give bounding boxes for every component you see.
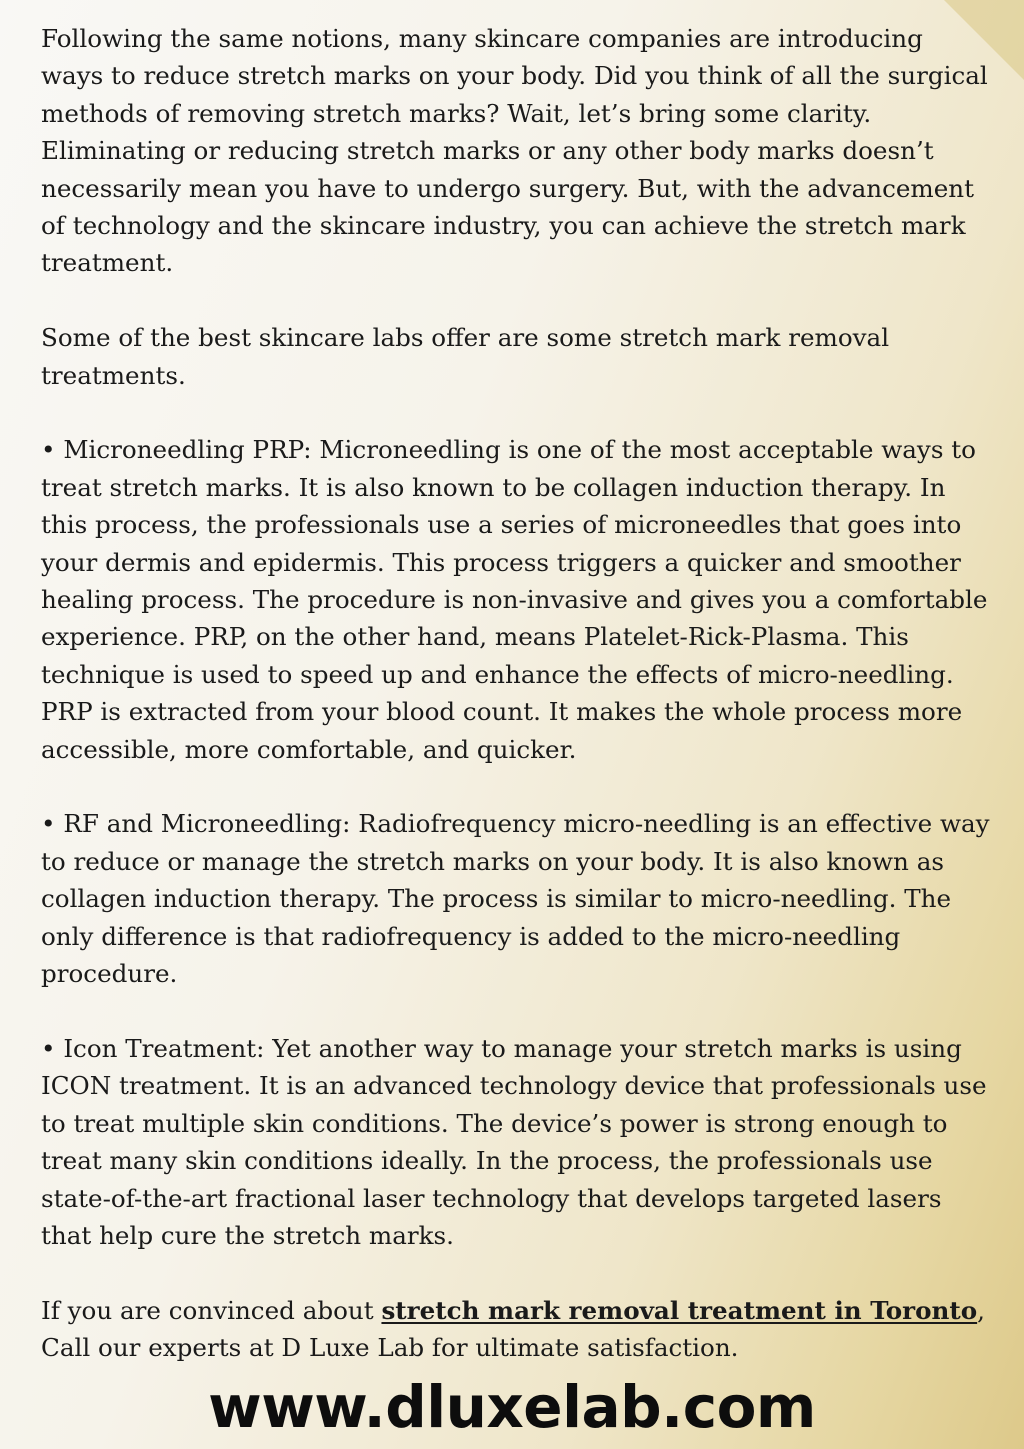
article-body <box>41 20 991 1367</box>
closing-text-after-link: , <box>977 1295 985 1325</box>
labs-paragraph: Some of the best skincare labs offer are some stretch mark removal treatments. <box>41 323 890 390</box>
intro-paragraph: Following the same notions, many skincare companies are introducing ways to reduce stretch marks on your body. Did you think of all the surgical methods of removing stretch marks? Wait, let’s bring some clarity. Eliminating or reducing stretch marks or any other body marks doesn’t necessarily mean you have to undergo surgery. But, with the advancement of technology and the skincare industry, you can achieve the stretch mark treatment. <box>41 24 988 278</box>
rf-microneedling-item: • RF and Microneedling: Radiofrequency micro-needling is an effective way to reduce or manage the stretch marks on your body. It is also known as collagen induction therapy. The process is similar to micro-needling. The only difference is that radiofrequency is added to the micro-needling procedure. <box>41 809 990 989</box>
microneedling-prp-item: • Microneedling PRP: Microneedling is one of the most acceptable ways to treat stretch marks. It is also known to be collagen induction therapy. In this process, the professionals use a series of microneedles that goes into your dermis and epidermis. This process triggers a quicker and smoother healing process. The procedure is non-invasive and gives you a comfortable experience. PRP, on the other hand, means Platelet-Rick-Plasma. This technique is used to speed up and enhance the effects of micro-needling. PRP is extracted from your blood count. It makes the whole process more accessible, more comfortable, and quicker. <box>41 435 988 764</box>
closing-text-before-link: If you are convinced about <box>41 1295 382 1325</box>
icon-treatment-item: • Icon Treatment: Yet another way to manage your stretch marks is using ICON treatment. It is an advanced technology device that professionals use to treat multiple skin conditions. The device’s power is strong enough to treat many skin conditions ideally. In the process, the professionals use state-of-the-art fractional laser technology that develops targeted lasers that help cure the stretch marks. <box>41 1033 987 1250</box>
closing-call-line: Call our experts at D Luxe Lab for ultimate satisfaction. <box>41 1333 739 1363</box>
website-url: www.dluxelab.com <box>208 1373 816 1441</box>
treatment-toronto-link[interactable]: stretch mark removal treatment in Toronto <box>381 1295 978 1325</box>
closing-paragraph <box>41 1292 991 1367</box>
